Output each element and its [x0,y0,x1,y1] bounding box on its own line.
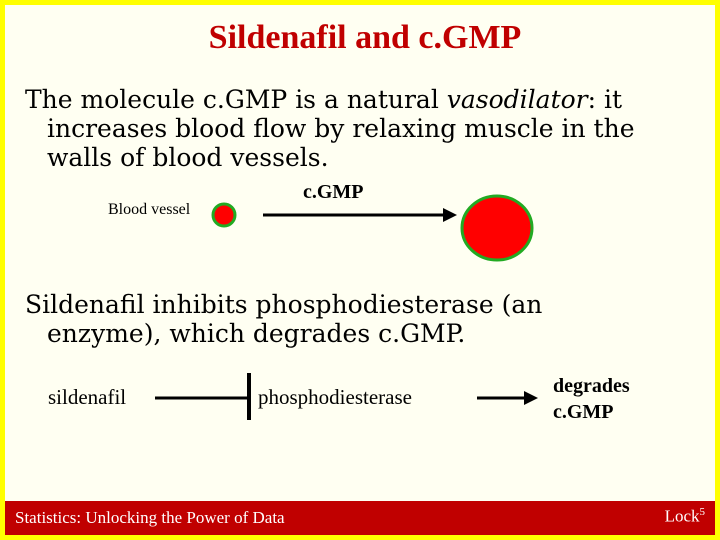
dilated-blood-vessel [462,196,532,260]
degrades-text: degrades [553,375,630,397]
footer-author-name: Lock [664,506,700,526]
cgmp-arrow-head [443,208,457,222]
footer-author [665,506,705,527]
footer-book-title: Statistics: Unlocking the Power of Data [15,508,285,527]
footer-author-sup: 5 [699,506,705,518]
vasodilator-term: vasodilator [446,85,588,114]
cgmp-text: c.GMP [553,401,614,423]
para1-text-a: The molecule c.GMP is a natural [25,85,447,114]
blood-vessel-label: Blood vessel [108,201,191,218]
degrade-arrow-head [524,391,538,405]
footer-bar [5,501,715,535]
cgmp-arrow-label: c.GMP [303,181,364,203]
para1-text-b: : it [587,85,623,114]
degrades-cgmp-label [553,373,630,425]
sildenafil-label: sildenafil [48,385,127,409]
phosphodiesterase-label: phosphodiesterase [258,385,412,409]
para2-line1: Sildenafil inhibits phosphodiesterase (an [25,290,543,319]
diagram-graphics [5,5,715,501]
small-blood-vessel [213,204,235,226]
sildenafil-paragraph [25,290,705,348]
para1-line2: increases blood flow by relaxing muscle in the [47,114,635,143]
para1-line3: walls of blood vessels. [47,143,329,172]
slide-title: Sildenafil and c.GMP [208,19,522,56]
para2-line2: enzyme), which degrades c.GMP. [47,319,466,348]
